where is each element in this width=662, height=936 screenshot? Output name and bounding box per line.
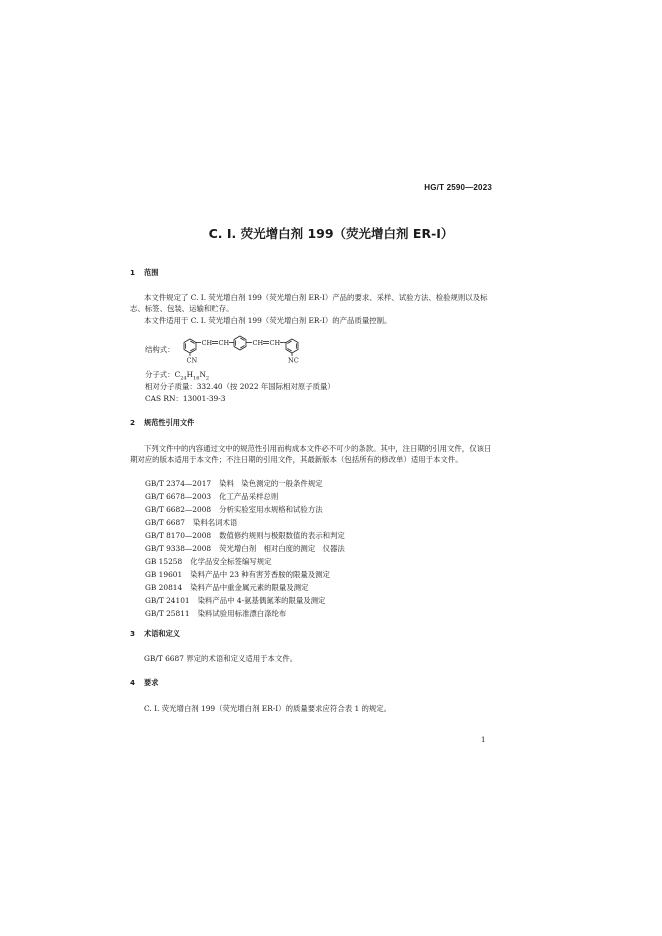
reference-code: GB/T 8170—2008 — [145, 531, 212, 540]
reference-code: GB/T 6678—2003 — [145, 492, 212, 501]
section-title: 术语和定义 — [144, 629, 180, 638]
reference-item — [145, 517, 237, 528]
reference-code: GB/T 6687 — [145, 518, 185, 527]
reference-code: GB 19601 — [145, 570, 183, 579]
requirements-paragraph: C. I. 荧光增白剂 199（荧光增白剂 ER-Ⅰ）的质量要求应符合表 1 的规定。 — [144, 704, 392, 713]
reference-title: 分析实验室用水规格和试验方法 — [219, 505, 323, 514]
reference-title: 染料试验用标准漂白涤纶布 — [197, 609, 287, 618]
reference-code: GB/T 24101 — [145, 596, 190, 605]
reference-code: GB/T 6682—2008 — [145, 505, 212, 514]
reference-item — [145, 504, 323, 515]
cyano-left: CN — [186, 356, 198, 365]
page-number: 1 — [481, 736, 486, 744]
reference-code: GB 15258 — [145, 557, 183, 566]
scope-paragraph-2: 本文件适用于 C. I. 荧光增白剂 199（荧光增白剂 ER-Ⅰ）的产品质量控制。 — [144, 316, 392, 325]
reference-item — [145, 530, 345, 541]
formula-n: N — [199, 370, 206, 379]
cas-number: CAS RN：13001-39-3 — [145, 394, 226, 403]
reference-item — [145, 608, 286, 619]
reference-code: GB/T 9338—2008 — [145, 544, 212, 553]
normative-intro: 下列文件中的内容通过文中的规范性引用而构成本文件必不可少的条款。其中，注日期的引用文件，仅该日期对应的版本适用于本文件；不注日期的引用文件，其最新版本（包括所有的修改单）适用于本文件。 — [130, 444, 492, 465]
reference-title: 化工产品采样总则 — [219, 492, 279, 501]
reference-item — [145, 595, 325, 606]
reference-item — [145, 582, 308, 593]
molecular-mass: 相对分子质量：332.40（按 2022 年国际相对原子质量） — [145, 382, 335, 391]
vinyl-ch-3: CH — [252, 339, 264, 347]
formula-label: 分子式： — [145, 370, 175, 379]
reference-title: 染料 染色测定的一般条件规定 — [219, 479, 323, 488]
formula-h-count: 16 — [193, 375, 200, 382]
section-number: 2 — [130, 418, 136, 427]
section-title: 规范性引用文件 — [144, 418, 195, 427]
structural-formula — [176, 331, 326, 365]
reference-item — [145, 569, 330, 580]
formula-c-count: 24 — [180, 375, 187, 382]
reference-title: 染料产品中重金属元素的限量及测定 — [190, 583, 309, 592]
cyano-right: NC — [288, 356, 299, 365]
reference-code: GB 20814 — [145, 583, 183, 592]
section-4-heading — [130, 678, 158, 688]
reference-code: GB/T 25811 — [145, 609, 190, 618]
section-number: 1 — [130, 268, 136, 277]
scope-paragraph-1: 本文件规定了 C. I. 荧光增白剂 199（荧光增白剂 ER-Ⅰ）产品的要求、采样、试验方法、检验规则以及标志、标签、包装、运输和贮存。 — [130, 293, 488, 314]
reference-title: 荧光增白剂 相对白度的测定 仪器法 — [219, 544, 345, 553]
standard-code: HG/T 2590—2023 — [424, 183, 492, 192]
section-number: 3 — [130, 629, 136, 638]
reference-item — [145, 491, 278, 502]
terms-paragraph: GB/T 6687 界定的术语和定义适用于本文件。 — [144, 654, 298, 663]
vinyl-ch-2: CH — [218, 339, 230, 347]
reference-title: 染料名词术语 — [192, 518, 238, 527]
reference-item — [145, 543, 345, 554]
section-3-heading — [130, 629, 180, 639]
reference-code: GB/T 2374—2017 — [145, 479, 212, 488]
section-1-heading — [130, 268, 158, 278]
formula-h: H — [186, 370, 194, 379]
molecular-formula — [145, 369, 209, 381]
reference-item — [145, 556, 272, 567]
formula-c: C — [174, 370, 181, 379]
vinyl-ch-1: CH — [201, 339, 213, 347]
reference-title: 染料产品中 4-氨基偶氮苯的限量及测定 — [197, 596, 326, 605]
vinyl-ch-4: CH — [269, 339, 281, 347]
section-number: 4 — [130, 678, 136, 687]
section-title: 范围 — [144, 268, 159, 277]
reference-title: 数值修约规则与极限数值的表示和判定 — [219, 531, 345, 540]
reference-title: 化学品安全标签编写规定 — [190, 557, 272, 566]
section-title: 要求 — [144, 678, 159, 687]
section-2-heading — [130, 418, 194, 428]
reference-item — [145, 478, 323, 489]
structure-label: 结构式： — [145, 345, 175, 354]
document-title: C. I. 荧光增白剂 199（荧光增白剂 ER-Ⅰ） — [208, 226, 454, 241]
reference-title: 染料产品中 23 种有害芳香胺的限量及测定 — [190, 570, 330, 579]
formula-n-count: 2 — [205, 375, 210, 382]
